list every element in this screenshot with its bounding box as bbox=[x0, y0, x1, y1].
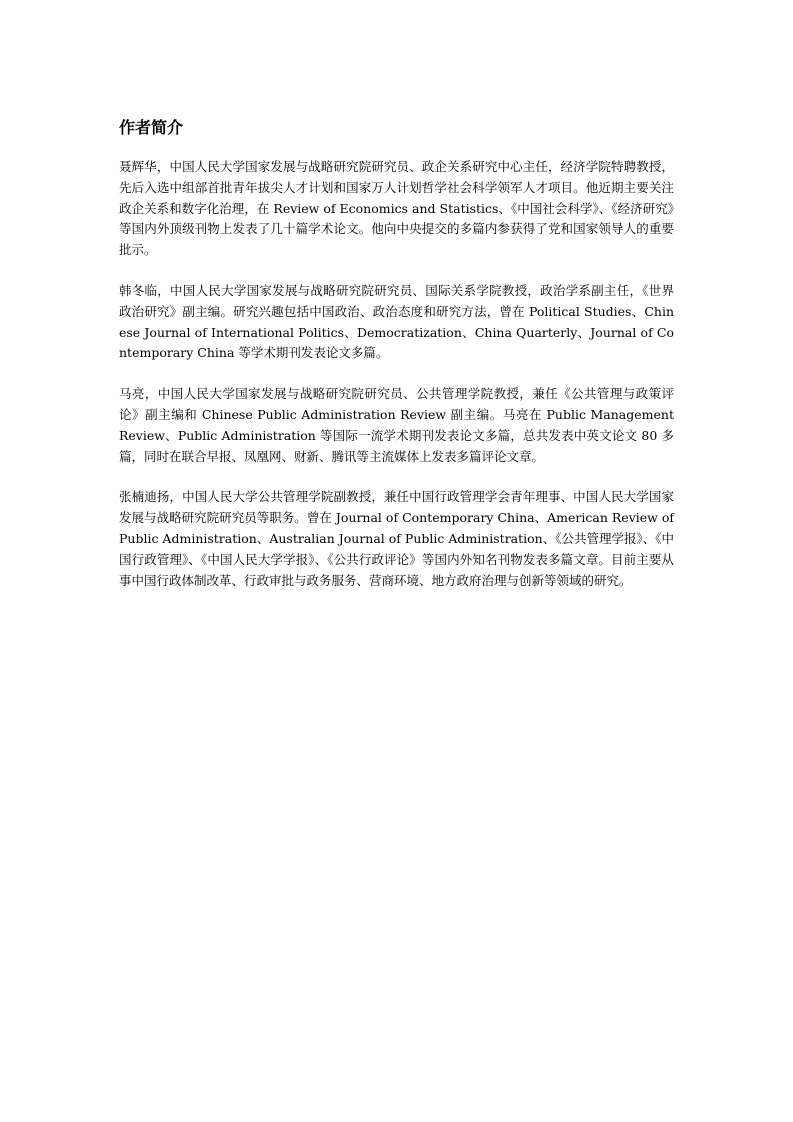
bio-nie-huihua: 聂辉华，中国人民大学国家发展与战略研究院研究员、政企关系研究中心主任，经济学院特聘教授，先后入选中组部首批青年拔尖人才计划和国家万人计划哲学社会科学领军人才项目。他近期主要关注政企关系和数字化治理，在 Review of Economics and Statistics、《中国社会科学》、《经济研究》等国内外顶级刊物上发表了几十篇学术论文。他向中央提交的多篇内参获得了党和国家领导人的重要批示。 bbox=[119, 159, 674, 258]
bio-zhang-nandiyang: 张楠迪扬，中国人民大学公共管理学院副教授，兼任中国行政管理学会青年理事、中国人民大学国家发展与战略研究院研究员等职务。曾在 Journal of Contemporary China、American Review of Public Administration、Australian Journal of Public Administration、《公共管理学报》、《中国行政管理》、《中国人民大学学报》、《公共行政评论》等国内外知名刊物发表多篇文章。目前主要从事中国行政体制改革、行政审批与政务服务、营商环境、地方政府治理与创新等领域的研究。 bbox=[119, 489, 674, 588]
bio-han-donglin: 韩冬临，中国人民大学国家发展与战略研究院研究员、国际关系学院教授，政治学系副主任，《世界政治研究》副主编。研究兴趣包括中国政治、政治态度和研究方法，曾在 Political Studies、Chinese Journal of International Politics、Democratization、China Quarterly、Journal of Contemporary China 等学术期刊发表论文多篇。 bbox=[119, 282, 674, 361]
bio-ma-liang: 马亮，中国人民大学国家发展与战略研究院研究员、公共管理学院教授，兼任《公共管理与政策评论》副主编和 Chinese Public Administration Review 副主编。马亮在 Public Management Review、Public Administration 等国际一流学术期刊发表论文多篇，总共发表中英文论文 80 多篇，同时在联合早报、凤凰网、财新、腾讯等主流媒体上发表多篇评论文章。 bbox=[119, 386, 674, 464]
section-title: 作者简介 bbox=[119, 118, 184, 137]
author-bios-page bbox=[119, 114, 674, 611]
